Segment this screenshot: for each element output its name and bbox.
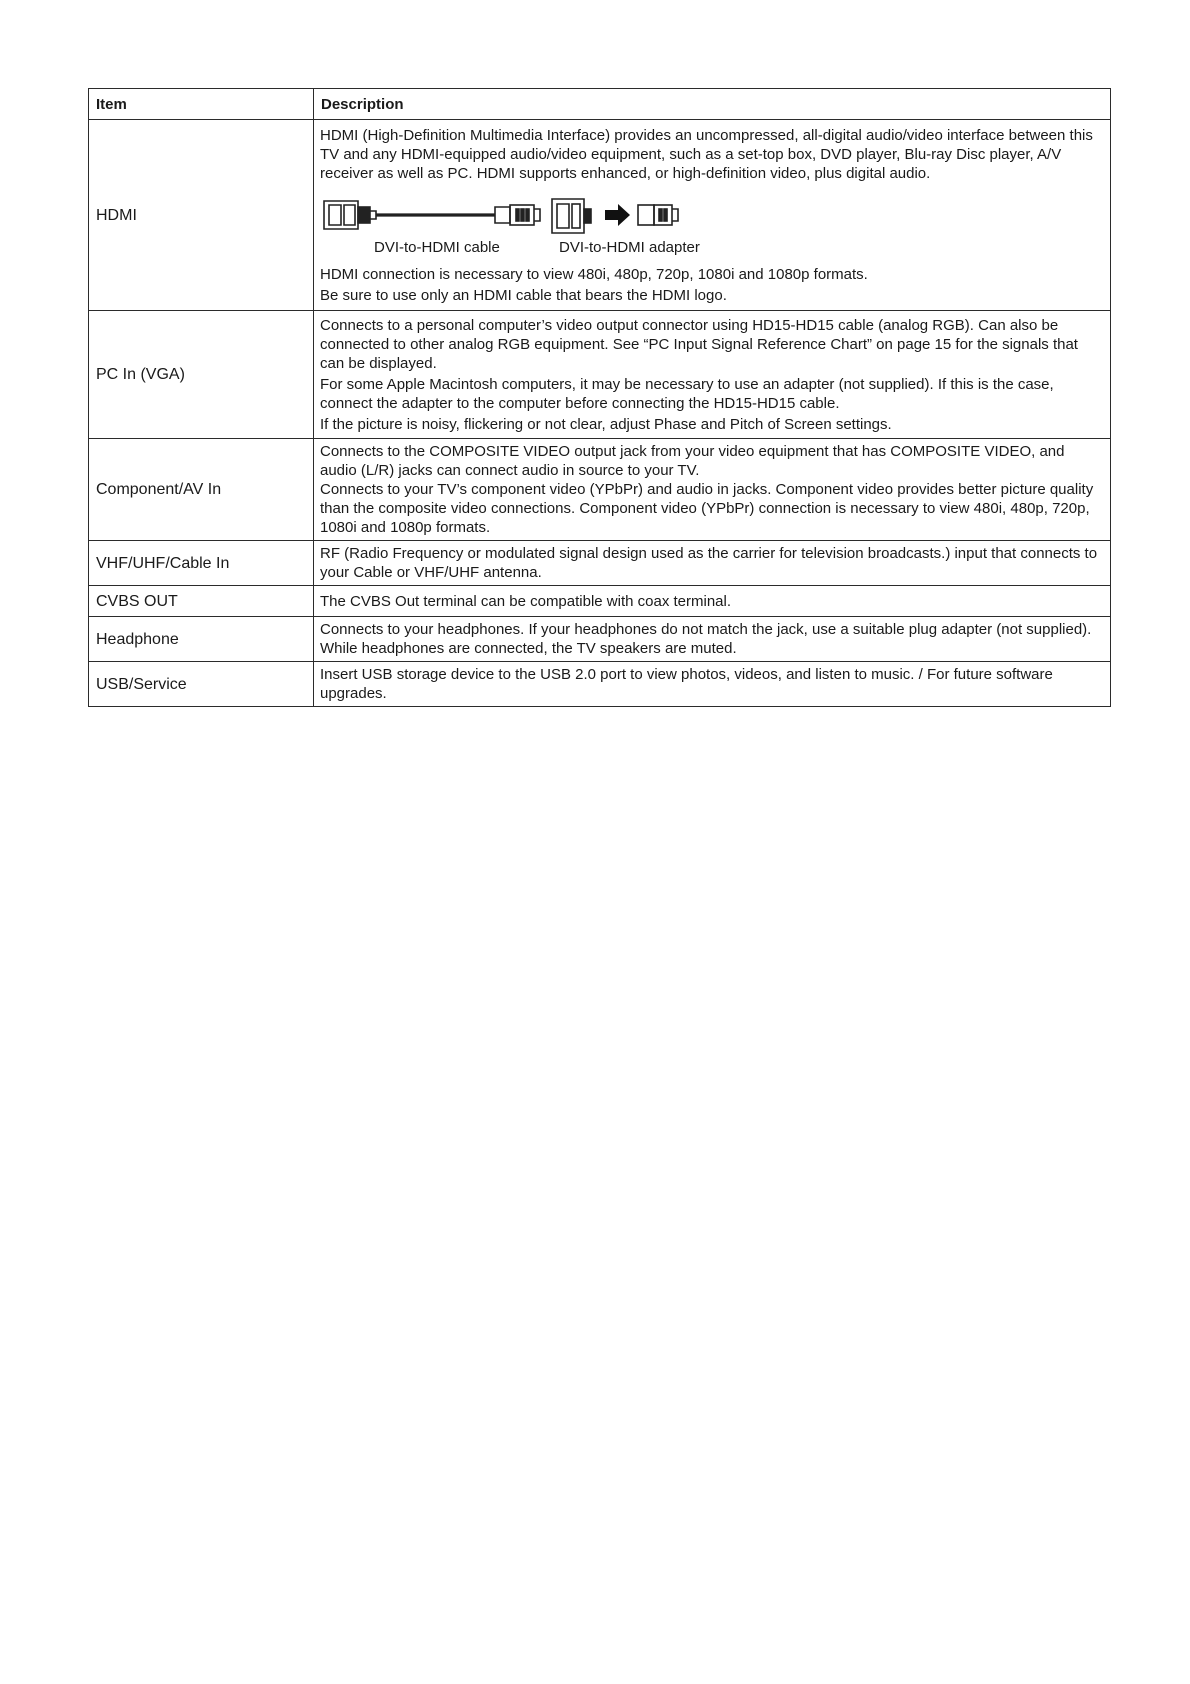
description-rf-in: RF (Radio Frequency or modulated signal design used as the carrier for television broadcasts.) input that connects to your Cable or VHF/UHF antenna. xyxy=(314,541,1111,586)
caption-dvi-hdmi-cable: DVI-to-HDMI cable xyxy=(374,238,500,256)
caption-dvi-hdmi-adapter: DVI-to-HDMI adapter xyxy=(559,238,700,256)
hdmi-formats: HDMI connection is necessary to view 480i, 480p, 720p, 1080i and 1080p formats. xyxy=(320,265,868,283)
dvi-adapter-icon xyxy=(552,199,591,233)
arrow-right-icon xyxy=(605,204,630,226)
hdmi-logo-note: Be sure to use only an HDMI cable that bears the HDMI logo. xyxy=(320,286,727,304)
header-description: Description xyxy=(314,89,1111,120)
table-row-usb xyxy=(89,662,1111,707)
component-p2: Connects to your TV’s component video (YPbPr) and audio in jacks. Component video provides better picture quality than the composite video connections. Component video (YPbPr) connection is necessary to view 480i, 480p, 720p, 1080i and 1080p formats. xyxy=(320,481,1094,536)
connections-table xyxy=(88,88,1111,707)
item-hdmi: HDMI xyxy=(89,120,314,311)
description-pc-in xyxy=(314,311,1111,439)
item-headphone: Headphone xyxy=(89,617,314,662)
item-pc-in: PC In (VGA) xyxy=(89,311,314,439)
item-usb: USB/Service xyxy=(89,662,314,707)
table-header-row xyxy=(89,89,1111,120)
item-rf-in: VHF/UHF/Cable In xyxy=(89,541,314,586)
table-row-pc-in xyxy=(89,311,1111,439)
hdmi-adapter-plug-icon xyxy=(638,205,678,225)
pc-in-p1: Connects to a personal computer’s video output connector using HD15-HD15 cable (analog RGB). Can also be connected to other analog RGB equipment. See “PC Input Signal Reference Chart” on page 15 for the signals that can be displayed. xyxy=(320,316,1078,372)
table-row-cvbs-out xyxy=(89,586,1111,617)
table-row-component xyxy=(89,439,1111,541)
description-component xyxy=(314,439,1111,541)
table-row-headphone xyxy=(89,617,1111,662)
component-p1: Connects to the COMPOSITE VIDEO output jack from your video equipment that has COMPOSITE VIDEO, and audio (L/R) jacks can connect audio in source to your TV. xyxy=(320,443,1065,479)
hdmi-plug-icon xyxy=(495,205,540,225)
table-row-rf-in xyxy=(89,541,1111,586)
hdmi-cable-figure xyxy=(320,193,1104,259)
description-hdmi xyxy=(314,120,1111,311)
description-cvbs-out: The CVBS Out terminal can be compatible with coax terminal. xyxy=(314,586,1111,617)
table-row-hdmi xyxy=(89,120,1111,311)
dvi-plug-icon xyxy=(324,201,376,229)
dvi-hdmi-illustration xyxy=(320,193,740,237)
hdmi-intro: HDMI (High-Definition Multimedia Interface) provides an uncompressed, all-digital audio/video interface between this TV and any HDMI-equipped audio/video equipment, such as a set-top box, DVD player, Blu-ray Disc player, A/V receiver as well as PC. HDMI supports enhanced, or high-definition video, plus digital audio. xyxy=(320,126,1093,182)
item-cvbs-out: CVBS OUT xyxy=(89,586,314,617)
header-item: Item xyxy=(89,89,314,120)
description-headphone: Connects to your headphones. If your headphones do not match the jack, use a suitable plug adapter (not supplied). While headphones are connected, the TV speakers are muted. xyxy=(314,617,1111,662)
pc-in-p3: If the picture is noisy, flickering or not clear, adjust Phase and Pitch of Screen settings. xyxy=(320,415,892,433)
pc-in-p2: For some Apple Macintosh computers, it may be necessary to use an adapter (not supplied). If this is the case, connect the adapter to the computer before connecting the HD15-HD15 cable. xyxy=(320,375,1054,412)
item-component: Component/AV In xyxy=(89,439,314,541)
description-usb: Insert USB storage device to the USB 2.0 port to view photos, videos, and listen to music. / For future software upgrades. xyxy=(314,662,1111,707)
